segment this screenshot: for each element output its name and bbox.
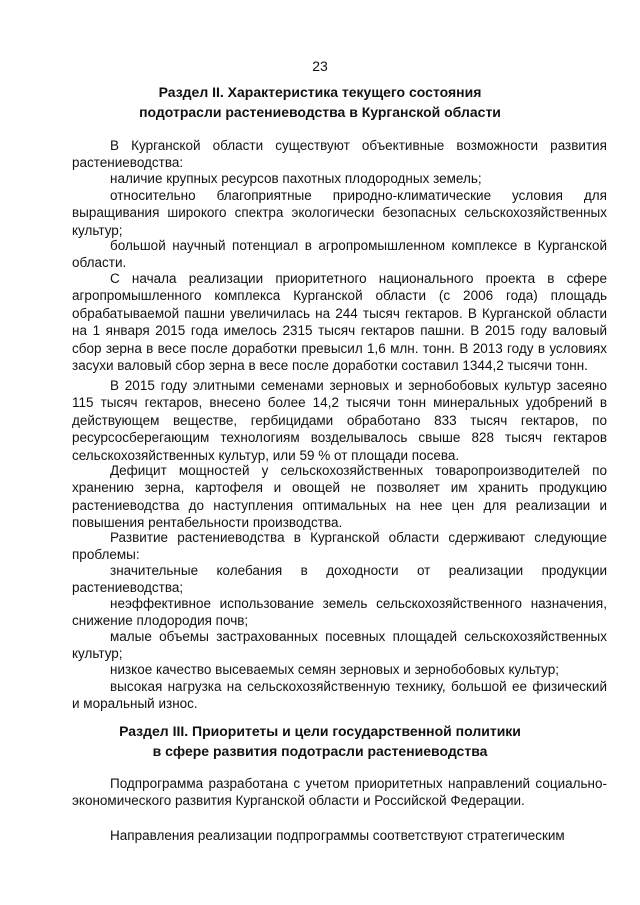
list-item: малые объемы застрахованных посевных площадей сельскохозяйственных культур;	[72, 629, 607, 662]
paragraph: В Курганской области существуют объективные возможности развития растениеводства:	[72, 138, 607, 171]
list-item: большой научный потенциал в агропромышленном комплексе в Курганской области.	[72, 238, 607, 271]
list-item: значительные колебания в доходности от реализации продукции растениеводства;	[72, 563, 607, 596]
list-item: низкое качество высеваемых семян зерновых и зернобобовых культур;	[110, 662, 560, 677]
paragraph: Развитие растениеводства в Курганской области сдерживают следующие проблемы:	[72, 530, 607, 563]
section-3-title-line-1: Раздел III. Приоритеты и цели государственной политики	[119, 723, 521, 739]
paragraph: Дефицит мощностей у сельскохозяйственных товаропроизводителей по хранению зерна, картофеля и овощей не позволяет им хранить продукцию растениеводства до наступления оптимальных на нее цен для реализации и повышения рентабельности производства.	[72, 463, 607, 531]
paragraph: Направления реализации подпрограммы соответствуют стратегическим	[110, 828, 565, 843]
list-item: относительно благоприятные природно-климатические условия для выращивания широкого спектра экологически безопасных сельскохозяйственных культур;	[72, 188, 607, 238]
paragraph: В 2015 году элитными семенами зерновых и зернобобовых культур засеяно 115 тысяч гектаров, внесено более 14,2 тысячи тонн минеральных удобрений в действующем веществе, гербицидами обработано 833 тысяч гектаров, по ресурсосберегающим технологиям возделывалось свыше 828 тысяч гектаров сельскохозяйственных культур, или 59 % от площади посева.	[72, 378, 607, 463]
list-item: неэффективное использование земель сельскохозяйственного назначения, снижение плодородия почв;	[72, 596, 607, 629]
section-2-title-line-1: Раздел II. Характеристика текущего состояния	[158, 84, 482, 100]
list-item: высокая нагрузка на сельскохозяйственную технику, большой ее физический и моральный износ.	[72, 679, 607, 712]
section-2-heading	[40, 82, 600, 122]
section-3-title-line-2: в сфере развития подотрасли растениеводства	[152, 743, 488, 759]
section-3-heading	[40, 721, 600, 761]
paragraph: Подпрограмма разработана с учетом приоритетных направлений социально-экономического развития Курганской области и Российской Федерации.	[72, 776, 607, 809]
paragraph: С начала реализации приоритетного национального проекта в сфере агропромышленного комплекса Курганской области (с 2006 года) площадь обрабатываемой пашни увеличилась на 244 тысяч гектаров. В Курганской области на 1 января 2015 года имелось 2315 тысяч гектаров пашни. В 2015 году валовый сбор зерна в весе после доработки превысил 1,6 млн. тонн. В 2013 году в условиях засухи валовый сбор зерна в весе после доработки составил 1344,2 тысячи тонн.	[72, 271, 607, 374]
section-2-title-line-2: подотрасли растениеводства в Курганской области	[139, 104, 501, 120]
page-number: 23	[312, 58, 328, 74]
list-item: наличие крупных ресурсов пахотных плодородных земель;	[110, 171, 482, 186]
